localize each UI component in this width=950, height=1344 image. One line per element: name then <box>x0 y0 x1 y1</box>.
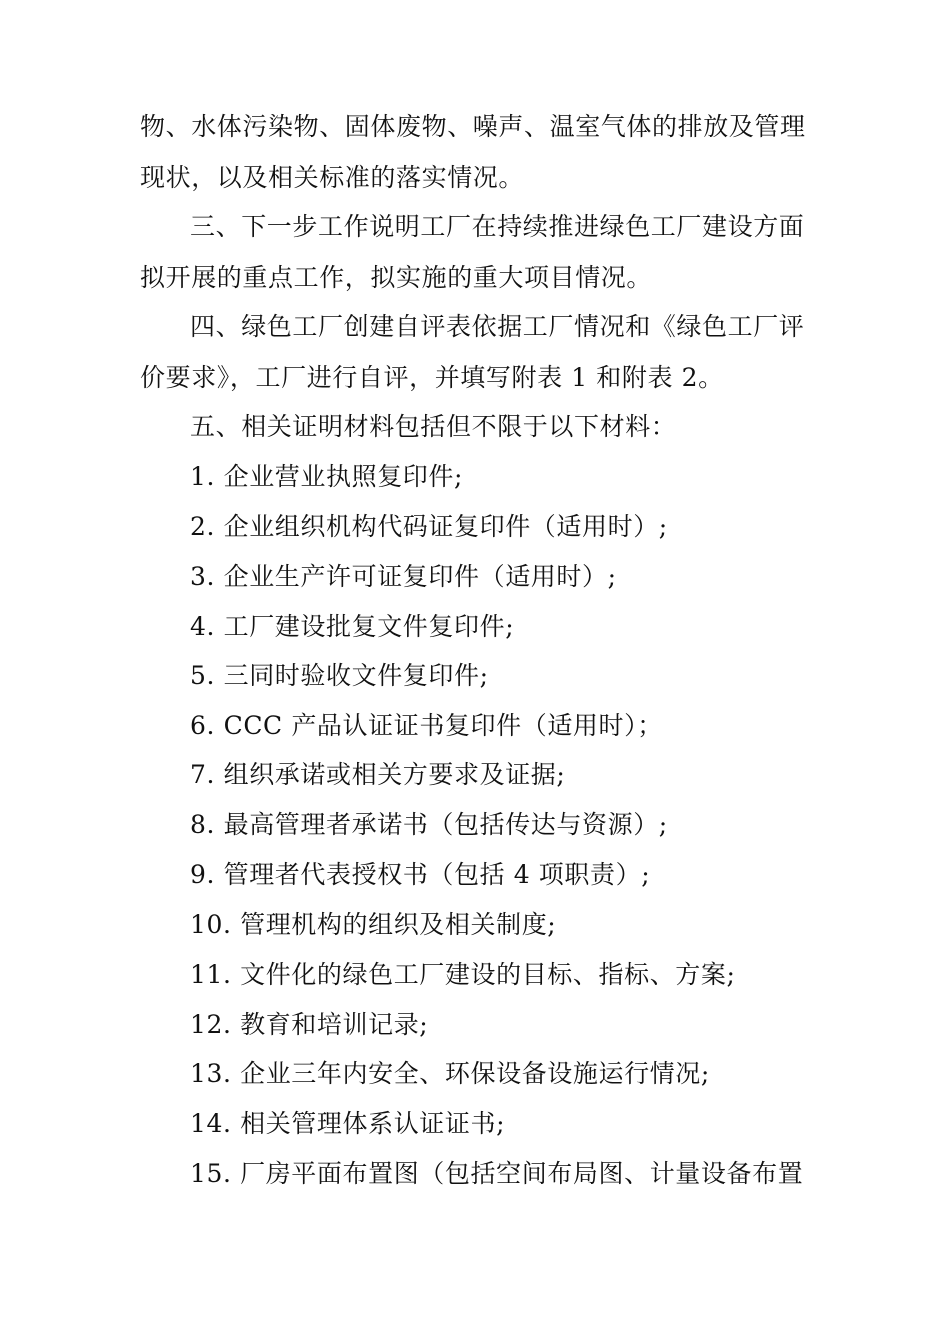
list-item: 13. 企业三年内安全、环保设备设施运行情况; <box>190 1059 710 1088</box>
list-item: 9. 管理者代表授权书（包括 4 项职责）; <box>190 860 651 889</box>
list-item: 4. 工厂建设批复文件复印件; <box>190 612 515 641</box>
list-item: 8. 最高管理者承诺书（包括传达与资源）; <box>190 810 668 839</box>
list-item: 7. 组织承诺或相关方要求及证据; <box>190 760 566 789</box>
paragraph-1-line-2: 现状，以及相关标准的落实情况。 <box>140 163 525 192</box>
list-item: 6. CCC 产品认证证书复印件（适用时）； <box>190 711 663 740</box>
paragraph-2-line-1: 三、下一步工作说明工厂在持续推进绿色工厂建设方面 <box>190 212 805 241</box>
list-item: 11. 文件化的绿色工厂建设的目标、指标、方案; <box>190 960 736 989</box>
list-item: 15. 厂房平面布置图（包括空间布局图、计量设备布置 <box>190 1159 804 1188</box>
paragraph-2-line-2: 拟开展的重点工作，拟实施的重大项目情况。 <box>140 263 653 292</box>
paragraph-3-line-2: 价要求》，工厂进行自评，并填写附表 1 和附表 2。 <box>140 363 724 392</box>
paragraph-1-line-1: 物、水体污染物、固体废物、噪声、温室气体的排放及管理 <box>140 112 806 141</box>
list-item: 1. 企业营业执照复印件; <box>190 462 464 491</box>
list-item: 3. 企业生产许可证复印件（适用时）; <box>190 562 617 591</box>
list-item: 12. 教育和培训记录; <box>190 1010 429 1039</box>
list-item: 10. 管理机构的组织及相关制度; <box>190 910 557 939</box>
paragraph-3-line-1: 四、绿色工厂创建自评表依据工厂情况和《绿色工厂评 <box>190 312 805 341</box>
paragraph-4-line-1: 五、相关证明材料包括但不限于以下材料： <box>190 412 677 441</box>
list-item: 5. 三同时验收文件复印件; <box>190 661 489 690</box>
list-item: 2. 企业组织机构代码证复印件（适用时）; <box>190 512 668 541</box>
list-item: 14. 相关管理体系认证证书; <box>190 1109 506 1138</box>
